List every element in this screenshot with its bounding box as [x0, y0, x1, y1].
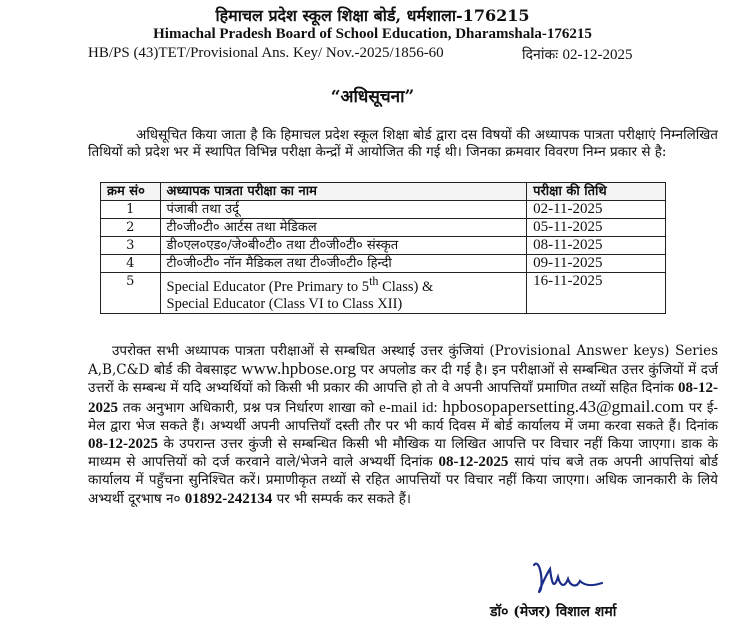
details-text: सायं पांच बजे तक अपनी आपत्तियां बोर्ड कार्यालय में पहुँचना सुनिश्चित करें। प्रमाणीकृत तथ्यों से रहित आपत्तियों पर विचार नहीं किया जाएगा। अधिक जानकारी के लिये अभ्यर्थी दूरभाष न० [88, 454, 718, 507]
intro-text: अधिसूचित किया जाता है कि हिमाचल प्रदेश स्कूल शिक्षा बोर्ड द्वारा दस विषयों की अध्यापक पात्रता परीक्षाएं निम्नलिखित तिथियों को प्रदेश भर में स्थापित विभिन्न परीक्षा केन्द्रों में आयोजित की गई थी। जिनका क्रमवार विवरण निम्न प्रकार से है: [88, 127, 718, 160]
reference-number: HB/PS (43)TET/Provisional Ans. Key/ Nov.-2025/1856-60 [88, 45, 444, 61]
row-exam-name [160, 273, 527, 314]
details-text: उपरोक्त सभी अध्यापक पात्रता परीक्षाओं से सम्बधित अस्थाई उत्तर कुंजियां (Provisional Answer keys) Series A,B,C&D बोर्ड की वेबसाइट [88, 343, 718, 379]
row-exam-name: डी०एल०एड०/जे०बी०टी० तथा टी०जी०टी० संस्कृत [160, 237, 527, 255]
exam-schedule-table [100, 182, 666, 314]
notice-title: “अधिसूचना” [330, 87, 415, 107]
table-row [101, 219, 666, 237]
row-exam-date: 05-11-2025 [527, 219, 666, 237]
header-hindi: हिमाचल प्रदेश स्कूल शिक्षा बोर्ड, धर्मशाला-176215 [215, 6, 530, 25]
intro-paragraph [88, 127, 718, 161]
website-link[interactable]: www.hpbose.org [241, 359, 356, 379]
details-paragraph [88, 342, 718, 508]
details-text: पर भी सम्पर्क कर सकते हैं। [276, 490, 412, 507]
notice-date [522, 45, 633, 64]
email-label: e-mail id: [379, 399, 438, 416]
details-text: पर अपलोड कर दी गई है। इन परीक्षाओं से सम्बन्धित उत्तर कुंजियों में दर्ज उत्तरों के सम्बन्ध में यदि अभ्यर्थियों को किसी भी प्रकार की आपत्ति हो तो वे अपनी आपत्तियाँ प्रमाणित तथ्यों सहित दिनांक [88, 362, 718, 397]
phone-number: 01892-242134 [184, 490, 273, 507]
deadline-date: 08-12-2025 [88, 380, 718, 416]
row-sno: 4 [101, 255, 161, 273]
exam-name-sup: th [369, 274, 379, 288]
details-text: के उपरान्त उत्तर कुंजी से सम्बन्धित किसी भी मौखिक या लिखित आपत्ति पर विचार नहीं किया जाएगा। डाक के माध्यम से आपत्तियों को दर्ज करवाने वाले/भेजने वाले अभ्यर्थी दिनांक [88, 436, 718, 471]
deadline-date: 08-12-2025 [438, 454, 509, 471]
row-sno: 3 [101, 237, 161, 255]
table-row [101, 273, 666, 314]
signature-image [530, 555, 610, 601]
header-english: Himachal Pradesh Board of School Education, Dharamshala-176215 [153, 26, 592, 42]
row-sno: 1 [101, 201, 161, 219]
exam-name-part: Special Educator (Pre Primary to 5 [166, 278, 370, 295]
col-sno: क्रम सं० [101, 183, 161, 201]
table-header-row [101, 183, 666, 201]
table-row [101, 201, 666, 219]
col-exam-name: अध्यापक पात्रता परीक्षा का नाम [160, 183, 527, 201]
row-exam-date: 16-11-2025 [527, 273, 666, 314]
col-exam-date: परीक्षा की तिथि [527, 183, 666, 201]
signatory-name: डॉ० (मेजर) विशाल शर्मा [490, 604, 617, 620]
row-exam-name: टी०जी०टी० आर्टस तथा मेडिकल [160, 219, 527, 237]
exam-name-line2: Special Educator (Class VI to Class XII) [166, 295, 403, 312]
row-sno: 2 [101, 219, 161, 237]
row-exam-date: 09-11-2025 [527, 255, 666, 273]
row-exam-name: टी०जी०टी० नॉन मैडिकल तथा टी०जी०टी० हिन्दी [160, 255, 527, 273]
details-text: पर ई-मेल द्वारा भेज सकते हैं। अभ्यर्थी अपनी आपत्तियाँ दस्ती तौर पर भी कार्य दिवस में बोर्ड कार्यालय में जमा करवा सकते हैं। दिनांक [88, 399, 719, 434]
row-exam-date: 08-11-2025 [527, 237, 666, 255]
deadline-date: 08-12-2025 [88, 436, 158, 453]
details-text: तक अनुभाग अधिकारी, प्रश्न पत्र निर्धारण शाखा को [122, 399, 375, 416]
row-sno: 5 [101, 273, 161, 314]
email-link[interactable]: hpbosopapersetting.43@gmail.com [442, 396, 684, 416]
row-exam-date: 02-11-2025 [527, 201, 666, 219]
table-row [101, 255, 666, 273]
date-value: 02-12-2025 [562, 47, 633, 63]
row-exam-name: पंजाबी तथा उर्दू [160, 201, 527, 219]
table-row [101, 237, 666, 255]
date-label: दिनांकः [522, 47, 559, 63]
exam-name-part: Class) & [378, 278, 434, 295]
